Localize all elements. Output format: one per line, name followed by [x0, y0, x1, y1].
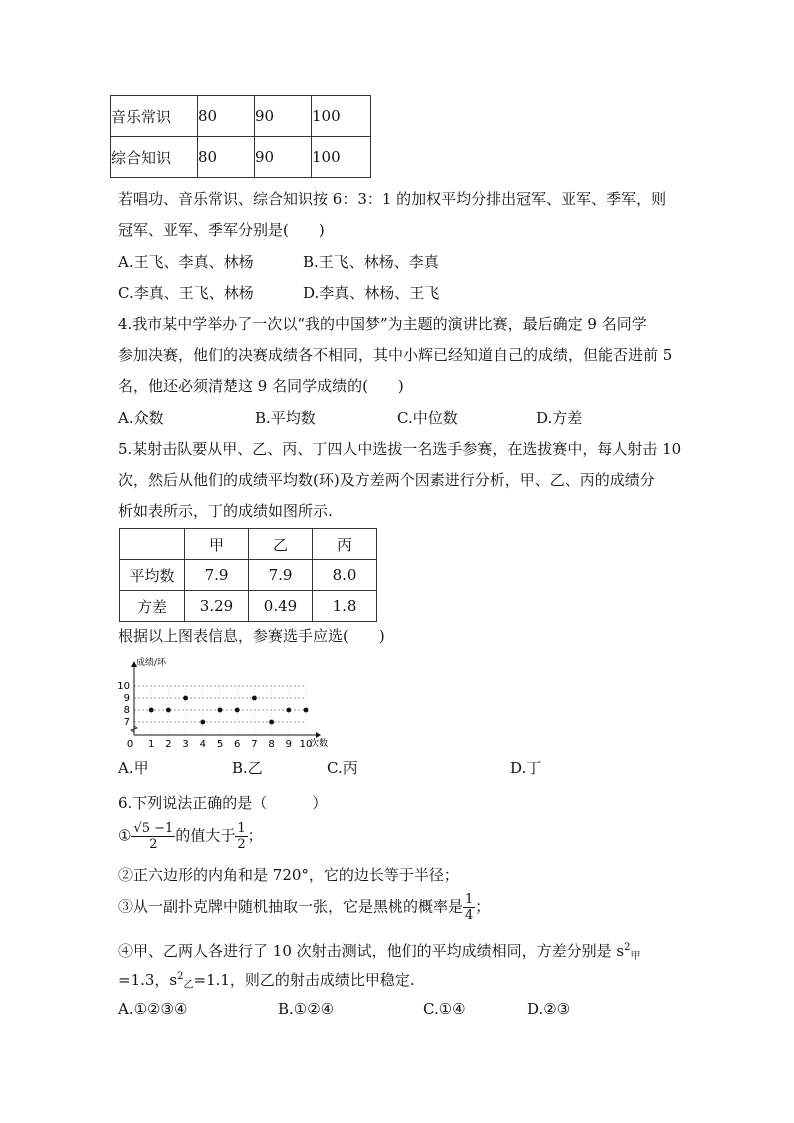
table-row — [111, 137, 371, 178]
x-tick-label: 0 — [126, 739, 134, 750]
table-cell: 1.8 — [313, 591, 377, 622]
superscript: 2 — [624, 942, 631, 953]
table-cell: 80 — [198, 137, 255, 178]
q4-line3: 名，他还必须清楚这 9 名同学成绩的( ) — [118, 377, 404, 395]
q5-option-c: C.丙 — [327, 759, 358, 777]
table-cell: 8.0 — [313, 560, 377, 591]
table-row — [120, 591, 377, 622]
superscript: 2 — [177, 971, 184, 982]
statement-end: ； — [475, 897, 491, 916]
table-cell: 7.9 — [185, 560, 249, 591]
fraction-numerator: √5 −1 — [133, 821, 174, 836]
q3-option-d: D.李真、林杨、王飞 — [303, 284, 440, 302]
data-point — [218, 708, 223, 713]
q4-option-d: D.方差 — [536, 409, 583, 427]
q6-option-a: A.①②③④ — [118, 1000, 188, 1018]
x-tick-label: 9 — [285, 739, 292, 750]
table-row — [111, 96, 371, 137]
x-tick-label: 6 — [234, 739, 241, 750]
q3-option-c: C.李真、王飞、林杨 — [118, 284, 254, 302]
q3-option-b: B.王飞、林杨、李真 — [303, 253, 439, 271]
data-point — [183, 696, 188, 701]
stats-table — [119, 528, 377, 622]
table-cell: 90 — [255, 137, 312, 178]
x-tick-label: 5 — [216, 739, 224, 750]
q5-option-d: D.丁 — [510, 759, 542, 777]
q4-line1: 4.我市某中学举办了一次以“我的中国梦”为主题的演讲比赛，最后确定 9 名同学 — [118, 315, 647, 333]
x-tick-label: 3 — [182, 739, 189, 750]
q6-statement-2: ②正六边形的内角和是 720°，它的边长等于半径； — [118, 866, 459, 884]
q6-statement-1 — [118, 822, 263, 851]
data-point — [166, 708, 171, 713]
fraction — [235, 822, 247, 851]
data-point — [200, 720, 205, 725]
table-cell: 0.49 — [249, 591, 313, 622]
fraction-numerator: 1 — [237, 821, 246, 836]
fraction — [131, 822, 175, 851]
q6-stem: 6.下列说法正确的是（ ） — [118, 794, 328, 812]
q4-option-a: A.众数 — [118, 409, 164, 427]
table-row — [120, 529, 377, 560]
q5-option-a: A.甲 — [118, 759, 149, 777]
y-axis-label: 成绩/环 — [136, 658, 167, 668]
row-label: 平均数 — [120, 560, 185, 591]
table-header — [120, 529, 185, 560]
y-tick-label: 8 — [123, 705, 130, 716]
x-axis-arrow — [316, 732, 321, 738]
statement-marker: ① — [118, 826, 132, 845]
fraction-denominator: 2 — [237, 837, 246, 852]
q6-statement-4-line2 — [118, 969, 415, 991]
row-label: 综合知识 — [111, 137, 198, 178]
table-header: 乙 — [249, 529, 313, 560]
y-tick-label: 10 — [117, 681, 130, 692]
data-point — [304, 708, 309, 713]
statement-end: ； — [247, 826, 263, 845]
fraction-denominator: 4 — [465, 908, 474, 923]
y-tick-label: 7 — [123, 717, 130, 728]
row-label: 音乐常识 — [111, 96, 198, 137]
q5-line3: 析如表所示，丁的成绩如图所示. — [118, 502, 333, 520]
data-point — [269, 720, 274, 725]
q4-line2: 参加决赛，他们的决赛成绩各不相同，其中小辉已经知道自己的成绩，但能否进前 5 — [118, 346, 673, 364]
table-cell: 90 — [255, 96, 312, 137]
q6-option-c: C.①④ — [423, 1000, 466, 1018]
statement-text: =1.3，s — [118, 971, 178, 989]
table-cell: 3.29 — [185, 591, 249, 622]
q3-option-a: A.王飞、李真、林杨 — [118, 253, 254, 271]
statement-text: 的值大于 — [175, 826, 236, 845]
row-label: 方差 — [120, 591, 185, 622]
q3-line2: 冠军、亚军、季军分别是( ) — [118, 221, 325, 239]
table-cell: 100 — [312, 137, 371, 178]
data-point — [252, 696, 257, 701]
table-cell: 100 — [312, 96, 371, 137]
statement-text: =1.1，则乙的射击成绩比甲稳定. — [193, 971, 415, 989]
q3-line1: 若唱功、音乐常识、综合知识按 6：3：1 的加权平均分排出冠军、亚军、季军，则 — [118, 190, 667, 208]
q6-option-d: D.②③ — [527, 1000, 571, 1018]
x-tick-label: 4 — [199, 739, 206, 750]
x-tick-label: 2 — [165, 739, 172, 750]
data-point — [149, 708, 154, 713]
scores-table — [110, 95, 371, 178]
data-point — [286, 708, 291, 713]
score-scatter-chart — [110, 655, 340, 750]
statement-text: ④甲、乙两人各进行了 10 次射击测试，他们的平均成绩相同，方差分别是 s — [118, 942, 625, 960]
table-header: 甲 — [185, 529, 249, 560]
subscript: 乙 — [183, 980, 194, 991]
data-point — [235, 708, 240, 713]
q4-option-b: B.平均数 — [255, 409, 316, 427]
q5-prompt: 根据以上图表信息，参赛选手应选( ) — [118, 627, 385, 645]
q5-line2: 次，然后从他们的成绩平均数(环)及方差两个因素进行分析，甲、乙、丙的成绩分 — [118, 471, 655, 489]
fraction — [463, 893, 475, 922]
q5-option-b: B.乙 — [232, 759, 263, 777]
q6-option-b: B.①②④ — [278, 1000, 335, 1018]
x-tick-label: 10 — [299, 739, 313, 750]
x-tick-label: 7 — [251, 739, 258, 750]
x-tick-label: 8 — [268, 739, 275, 750]
table-header: 丙 — [313, 529, 377, 560]
table-row — [120, 560, 377, 591]
q6-statement-3 — [118, 893, 490, 922]
x-tick-label: 1 — [148, 739, 155, 750]
table-cell: 7.9 — [249, 560, 313, 591]
y-tick-label: 9 — [123, 693, 130, 704]
x-axis-label: 次数 — [310, 739, 329, 749]
table-cell: 80 — [198, 96, 255, 137]
q5-line1: 5.某射击队要从甲、乙、丙、丁四人中选拔一名选手参赛，在选拔赛中，每人射击 10 — [118, 440, 682, 458]
q6-statement-4-line1 — [118, 940, 640, 962]
fraction-numerator: 1 — [465, 892, 474, 907]
statement-text: ③从一副扑克牌中随机抽取一张，它是黑桃的概率是 — [118, 897, 464, 916]
fraction-denominator: 2 — [149, 837, 158, 852]
subscript: 甲 — [630, 951, 641, 962]
q4-option-c: C.中位数 — [397, 409, 458, 427]
